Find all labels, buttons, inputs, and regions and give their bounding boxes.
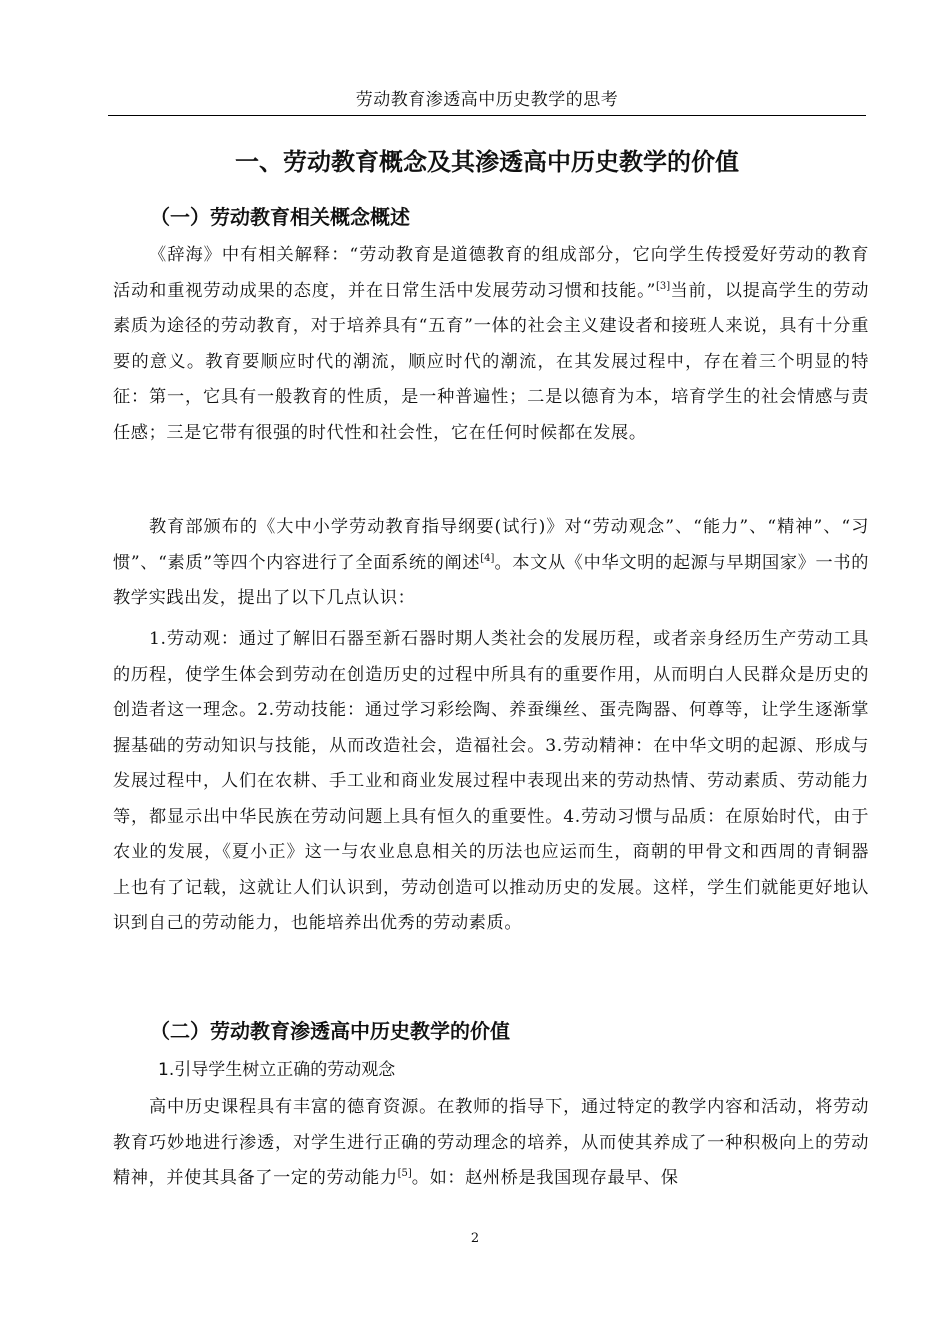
subsection-title: 1.引导学生树立正确的劳动观念 bbox=[158, 1060, 396, 1080]
citation-ref: [5] bbox=[397, 1168, 412, 1179]
paragraph-guideline bbox=[113, 510, 869, 617]
paragraph-value bbox=[113, 1090, 869, 1197]
chapter-title: 一、劳动教育概念及其渗透高中历史教学的价值 bbox=[235, 148, 739, 176]
running-header: 劳动教育渗透高中历史教学的思考 bbox=[355, 90, 619, 110]
citation-ref: [3] bbox=[656, 280, 671, 292]
section-title-2: （二）劳动教育渗透高中历史教学的价值 bbox=[150, 1019, 510, 1043]
paragraph-definition bbox=[113, 238, 869, 451]
paragraph-text: 高中历史课程具有丰富的德育资源。在教师的指导下，通过特定的教学内容和活动，将劳动教育巧妙地进行渗透，对学生进行正确的劳动理念的培养，从而使其养成了一种积极向上的劳动精神，并使其具备了一定的劳动能力 bbox=[113, 1097, 869, 1188]
paragraph-text: 《辞海》中有相关解释：“劳动教育是道德教育的组成部分，它向学生传授爱好劳动的教育活动和重视劳动成果的态度，并在日常生活中发展劳动习惯和技能。” bbox=[113, 245, 869, 301]
paragraph-text: 。本文从《中华文明的起源与早期国家》一书的教学实践出发，提出了以下几点认识： bbox=[113, 552, 869, 608]
citation-ref: [4] bbox=[480, 552, 495, 564]
header-rule bbox=[108, 115, 866, 116]
paragraph-text: 教育部颁布的《大中小学劳动教育指导纲要(试行)》对“劳动观念”、“能力”、“精神”、“习惯”、“素质”等四个内容进行了全面系统的阐述 bbox=[113, 517, 869, 573]
paragraph-text: 。如：赵州桥是我国现存最早、保 bbox=[411, 1168, 679, 1188]
paragraph-text: 当前，以提高学生的劳动素质为途径的劳动教育，对于培养具有“五育”一体的社会主义建设者和接班人来说，具有十分重要的意义。教育要顺应时代的潮流，顺应时代的潮流，在其发展过程中，存在着三个明显的特征：第一，它具有一般教育的性质，是一种普遍性；二是以德育为本，培育学生的社会情感与责任感；三是它带有很强的时代性和社会性，它在任何时候都在发展。 bbox=[113, 280, 869, 443]
paragraph-points: 1.劳动观：通过了解旧石器至新石器时期人类社会的发展历程，或者亲身经历生产劳动工具的历程，使学生体会到劳动在创造历史的过程中所具有的重要作用，从而明白人民群众是历史的创造者这一理念。2.劳动技能：通过学习彩绘陶、养蚕缫丝、蛋壳陶器、何尊等，让学生逐渐掌握基础的劳动知识与技能，从而改造社会，造福社会。3.劳动精神：在中华文明的起源、形成与发展过程中，人们在农耕、手工业和商业发展过程中表现出来的劳动热情、劳动素质、劳动能力等，都显示出中华民族在劳动问题上具有恒久的重要性。4.劳动习惯与品质：在原始时代，由于农业的发展，《夏小正》这一与农业息息相关的历法也应运而生，商朝的甲骨文和西周的青铜器上也有了记载，这就让人们认识到，劳动创造可以推动历史的发展。这样，学生们就能更好地认识到自己的劳动能力，也能培养出优秀的劳动素质。 bbox=[113, 629, 869, 933]
page-number: 2 bbox=[470, 1231, 480, 1246]
section-title-1: （一）劳动教育相关概念概述 bbox=[150, 205, 410, 229]
